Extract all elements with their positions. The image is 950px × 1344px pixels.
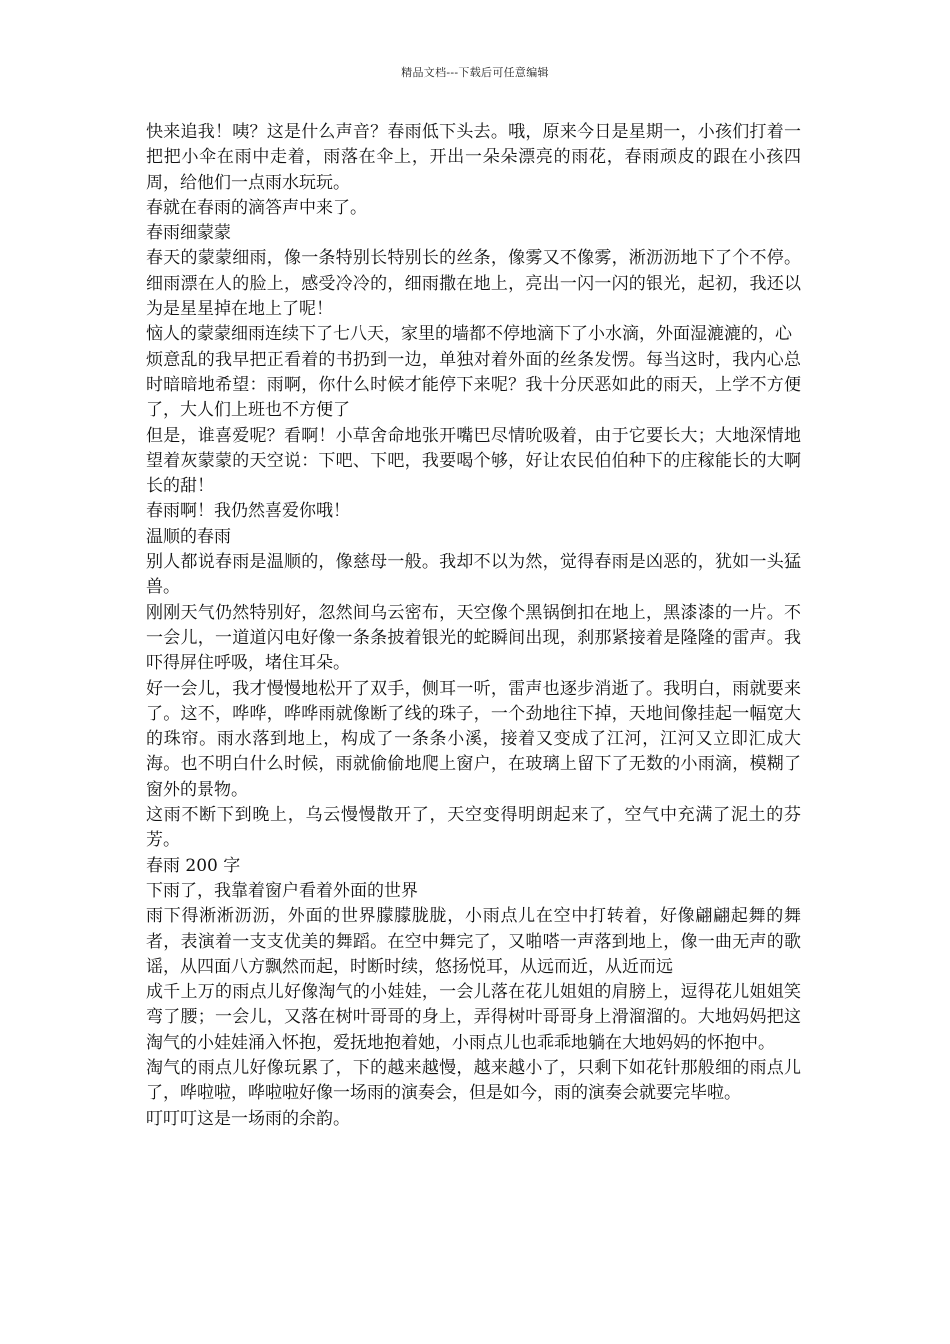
- paragraph: 叮叮叮这是一场雨的余韵。: [146, 1108, 350, 1129]
- paragraph: 这雨不断下到晚上，乌云慢慢散开了，天空变得明朗起来了，空气中充满了泥土的芬芳。: [146, 805, 801, 851]
- page-header: 精品文档---下载后可任意编辑: [401, 66, 549, 79]
- section-heading: 春雨细蒙蒙: [146, 223, 231, 244]
- section-heading: 春雨 200 字: [146, 855, 241, 876]
- paragraph: 烦意乱的我早把正看着的书扔到一边，单独对着外面的丝条发愣。每当这时，我内心总时暗暗地希望：雨啊，你什么时候才能停下来呢？我十分厌恶如此的雨天，上学不方便了，大人们上班也不方便了: [146, 349, 801, 421]
- paragraph: 春天的蒙蒙细雨，像一条特别长特别长的丝条，像雾又不像雾，淅沥沥地下了个不停。细雨漂在人的脸上，感受冷冷的，细雨撒在地上，亮出一闪一闪的银光，起初，我还以为是星星掉在地上了呢！: [146, 248, 801, 320]
- paragraph: 雨下得淅淅沥沥，外面的世界朦朦胧胧，小雨点儿在空中打转着，好像翩翩起舞的舞者，表演着一支支优美的舞蹈。在空中舞完了，又啪嗒一声落到地上，像一曲无声的歌谣，从四面八方飘然而起，时断时续，悠扬悦耳，从远而近，从近而远: [146, 906, 801, 977]
- section-heading: 温顺的春雨: [146, 526, 231, 547]
- paragraph: 春雨啊！我仍然喜爱你哦！: [146, 501, 350, 522]
- paragraph: 恼人的蒙蒙细雨连续下了七八天，家里的墙都不停地滴下了小水滴，外面湿漉漉的，心: [146, 324, 792, 345]
- document-body: [146, 120, 801, 1132]
- paragraph: 成千上万的雨点儿好像淘气的小娃娃，一会儿落在花儿姐姐的肩膀上，逗得花儿姐姐笑弯了腰；一会儿，又落在树叶哥哥的身上，弄得树叶哥哥身上滑溜溜的。大地妈妈把这淘气的小娃娃涌入怀抱，爱抚地抱着她，小雨点儿也乖乖地躺在大地妈妈的怀抱中。: [146, 982, 801, 1053]
- paragraph: 好一会儿，我才慢慢地松开了双手，侧耳一听，雷声也逐步消逝了。我明白，雨就要来了。这不，哗哗，哗哗雨就像断了线的珠子，一个劲地往下掉，天地间像挂起一幅宽大的珠帘。雨水落到地上，构成了一条条小溪，接着又变成了江河，江河又立即汇成大海。也不明白什么时候，雨就偷偷地爬上窗户，在玻璃上留下了无数的小雨滴，模糊了窗外的景物。: [146, 678, 801, 800]
- paragraph: 春就在春雨的滴答声中来了。: [146, 197, 367, 218]
- paragraph: 别人都说春雨是温顺的，像慈母一般。我却不以为然，觉得春雨是凶恶的，犹如一头猛兽。: [146, 552, 801, 598]
- paragraph: 下雨了，我靠着窗户看着外面的世界: [146, 880, 418, 901]
- paragraph: 快来追我！咦？这是什么声音？春雨低下头去。哦，原来今日是星期一，小孩们打着一把把小伞在雨中走着，雨落在伞上，开出一朵朵漂亮的雨花，春雨顽皮的跟在小孩四周，给他们一点雨水玩玩。: [146, 122, 801, 193]
- paragraph: 刚刚天气仍然特别好，忽然间乌云密布，天空像个黑锅倒扣在地上，黑漆漆的一片。不一会儿，一道道闪电好像一条条披着银光的蛇瞬间出现，刹那紧接着是隆隆的雷声。我吓得屏住呼吸，堵住耳朵。: [146, 602, 801, 674]
- paragraph: 但是，谁喜爱呢？看啊！小草舍命地张开嘴巴尽情吮吸着，由于它要长大；大地深情地望着灰蒙蒙的天空说：下吧、下吧，我要喝个够，好让农民伯伯种下的庄稼能长的大啊长的甜！: [146, 425, 801, 497]
- paragraph: 淘气的雨点儿好像玩累了，下的越来越慢，越来越小了，只剩下如花针那般细的雨点儿了，哗啦啦，哗啦啦好像一场雨的演奏会，但是如今，雨的演奏会就要完毕啦。: [146, 1057, 801, 1104]
